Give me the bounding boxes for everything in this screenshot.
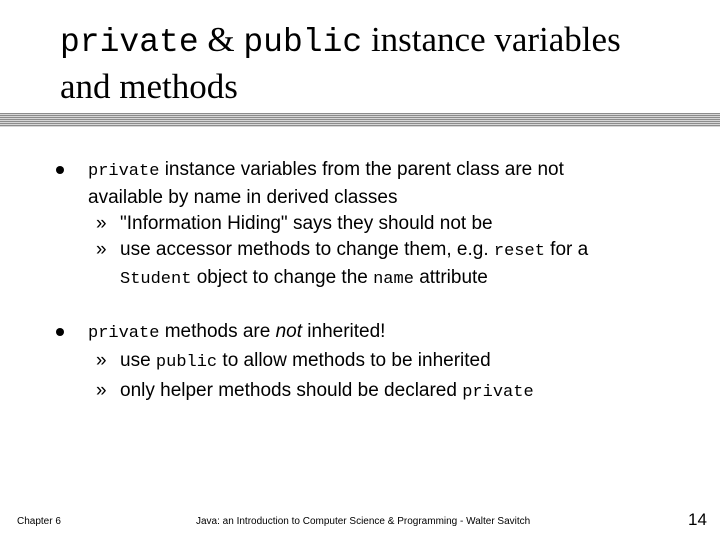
bullet-2-sub-1-text-a: use: [120, 350, 156, 371]
bullet-1-keyword: private: [88, 162, 160, 181]
title-line-2: and methods: [60, 67, 238, 106]
sub-bullet-glyph: »: [96, 350, 107, 371]
bullet-2-sub-1: [96, 348, 696, 376]
title-line-1: [60, 18, 700, 65]
bullet-1-sub-2-keyword-reset: reset: [493, 242, 545, 261]
bullet-1-sub-1: [96, 211, 696, 237]
bullet-2-text-b: inherited!: [302, 321, 386, 342]
title-text: instance variables: [362, 20, 621, 59]
slide-title: [60, 18, 700, 109]
bullet-dot-2: [56, 328, 64, 336]
title-ampersand: &: [198, 20, 244, 59]
bullet-2-keyword: private: [88, 324, 160, 343]
bullet-dot-1: [56, 166, 64, 174]
bullet-1-sub-2-text-c: object to change the: [191, 267, 374, 288]
bullet-1-sub-2-text-a: use accessor methods to change them, e.g.: [120, 239, 494, 260]
sub-bullet-glyph: »: [96, 239, 107, 260]
bullet-1-text: [88, 157, 708, 211]
bullet-1-sub-2-text-b: for a: [544, 239, 589, 260]
bullet-2-text-a: methods are: [159, 321, 276, 342]
bullet-2-sub-2-text: only helper methods should be declared: [120, 380, 463, 401]
footer-book-title: Java: an Introduction to Computer Science & Programming - Walter Savitch: [196, 516, 531, 527]
bullet-1-sub-2-keyword-name: name: [373, 270, 414, 289]
sub-bullet-glyph: »: [96, 213, 107, 234]
bullet-1-text-a: instance variables from the parent class are not: [159, 159, 564, 180]
title-divider: [0, 113, 720, 127]
bullet-1-sub-1-text: "Information Hiding" says they should not be: [120, 213, 493, 234]
bullet-1-sub-2-keyword-student: Student: [120, 270, 192, 289]
bullet-2-sub-1-keyword: public: [155, 353, 218, 372]
sub-bullet-glyph: »: [96, 380, 107, 401]
bullet-2-sub-1-text-b: to allow methods to be inherited: [217, 350, 491, 371]
bullet-1-sub-2: [96, 237, 696, 293]
title-keyword-public: public: [243, 24, 363, 61]
bullet-2-emphasis: not: [275, 321, 303, 342]
bullet-2-text: [88, 319, 708, 347]
page-number: 14: [688, 510, 707, 529]
bullet-2-sub-2-keyword: private: [462, 383, 534, 402]
bullet-1-sub-2-text-d: attribute: [413, 267, 488, 288]
bullet-2-sub-2: [96, 378, 696, 406]
bullet-1-text-b: available by name in derived classes: [88, 187, 398, 208]
title-keyword-private: private: [60, 24, 199, 61]
footer-chapter: Chapter 6: [17, 516, 61, 527]
